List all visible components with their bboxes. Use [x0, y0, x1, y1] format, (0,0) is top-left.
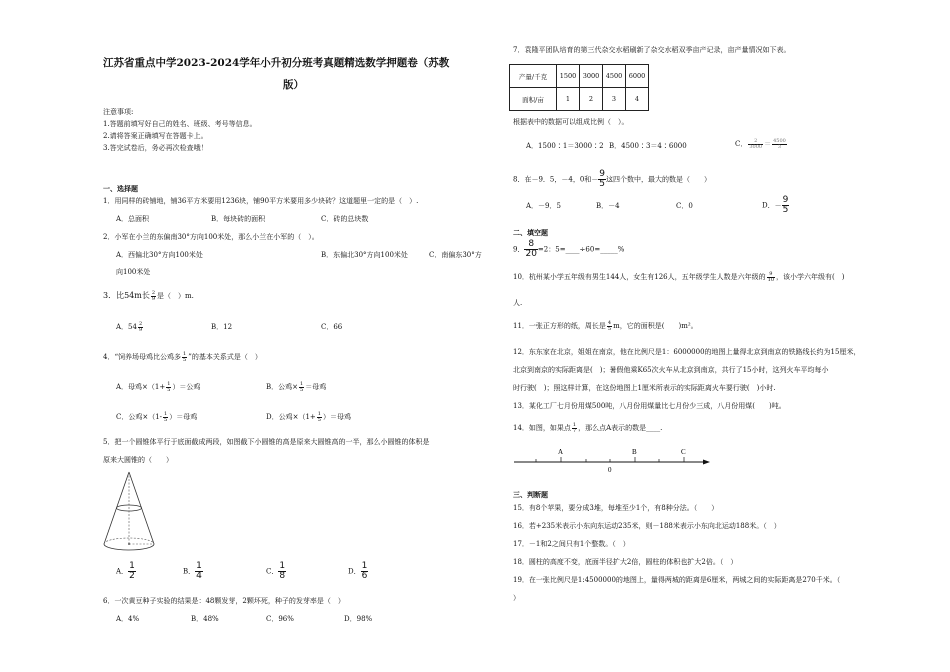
question-18: 18．圆柱的高度不变，底面半径扩大2倍，圆柱的体积也扩大2倍。（ ）	[513, 558, 738, 566]
point-label-b: B	[632, 448, 637, 456]
question-9: 9． $\frac{8}{20}$ =2：5=____÷60=_____%	[513, 239, 625, 259]
question-5-option-a: A． $\frac{1}{2}$	[116, 561, 135, 581]
question-2-option-c-cont: 向100米处	[116, 268, 151, 276]
question-5-option-c: C． $\frac{1}{8}$	[266, 561, 286, 581]
table-cell: 4500	[603, 65, 626, 88]
question-5-option-b: B． $\frac{1}{4}$	[183, 561, 202, 581]
question-2-option-b: B．东偏北30°方向100米处	[321, 251, 408, 259]
question-6-stem: 6．一次黄豆种子实验的结果是：48颗发芽，2颗坏死，种子的发芽率是（ ）	[103, 597, 345, 605]
question-8-option-b: B．－4	[596, 202, 620, 210]
question-4-option-d: D．公鸡×（1+ $\frac{1}{5}$ ）＝母鸡	[266, 410, 351, 423]
question-4-option-a: A．母鸡×（1+ $\frac{1}{5}$ ）＝公鸡	[116, 380, 201, 393]
question-6-option-b: B．48%	[191, 615, 219, 623]
table-cell: 3	[603, 88, 626, 111]
fraction: $\frac{2}{9}$	[151, 289, 156, 302]
question-6-option-c: C．96%	[266, 615, 294, 623]
question-7-option-b: B．4500∶3＝4∶6000	[609, 142, 687, 150]
question-10-line2: 人.	[513, 299, 523, 307]
question-12-line3: 时行驶( )；照这样计算，在这份地图上1厘米所表示的实际距离火车要行驶( )小时.	[513, 384, 776, 392]
question-15: 15．有8个苹果，要分成3堆，每堆至少1个，有8种分法。（ ）	[513, 504, 719, 512]
question-8-option-d: D．－ $\frac{9}{5}$	[762, 195, 789, 215]
question-2-option-c: C．南偏东30°方	[429, 251, 482, 259]
question-7-ask: 根据表中的数据可以组成比例（ ）。	[513, 118, 629, 126]
question-1-option-c: C．砖的总块数	[321, 215, 369, 223]
exam-title-line2: 版）	[283, 79, 304, 91]
table-cell: 2	[580, 88, 603, 111]
note-item: 1.答题前填写好自己的姓名、班级、考号等信息。	[103, 120, 257, 128]
question-19-line1: 19．在一张比例尺是1:4500000的地图上，量得两城的距离是6厘米，两城之间的实际距离是270千米。（	[513, 576, 841, 584]
question-3-stem: 3．比54m长 $\frac{2}{9}$ 是（ ）m.	[103, 289, 194, 302]
question-2-option-a: A．西偏北30°方向100米处	[116, 251, 203, 259]
table-cell: 面积/亩	[510, 88, 557, 111]
table-cell: 1	[557, 88, 580, 111]
question-8-stem: 8．在－9．5，－4，0和－ $\frac{9}{5}$ 这四个数中，最大的数是（ ）	[513, 169, 712, 189]
question-11: 11．一张正方形的纸，周长是 $\frac{4}{5}$ m，它的面积是( )m²。	[513, 319, 698, 332]
question-3-option-b: B．12	[211, 323, 233, 331]
exam-title-line1: 江苏省重点中学2023-2024学年小升初分班考真题精选数学押题卷（苏教	[103, 57, 450, 69]
cone-figure	[100, 470, 158, 556]
question-12-line1: 12．东东家在北京，姐姐在南京，他在比例尺是1：6000000的地图上量得北京到南京的铁路线长约为15厘米，	[513, 348, 861, 356]
question-13: 13．某化工厂七月份用煤500吨，八月份用煤量比七月份少三成，八月份用煤( )吨。	[513, 402, 786, 410]
question-6-option-d: D．98%	[344, 615, 373, 623]
table-cell: 产量/千克	[510, 65, 557, 88]
point-label-a: A	[558, 448, 564, 456]
question-4-stem: 4．“饲养场母鸡比公鸡多 $\frac{1}{5}$ ”的基本关系式是（ ）	[103, 350, 262, 363]
table-cell: 6000	[626, 65, 649, 88]
point-label-c: C	[681, 448, 686, 456]
section-heading-choice: 一、选择题	[103, 184, 138, 193]
table-row	[510, 65, 649, 88]
question-8-option-c: C．0	[676, 202, 693, 210]
question-4-option-b: B．公鸡× $\frac{1}{5}$ ＝母鸡	[266, 380, 327, 393]
table-row	[510, 88, 649, 111]
question-14-stem: 14．如图，如果点 $\frac{1}{7}$ ，那么点A表示的数是____.	[513, 421, 663, 434]
question-7-stem: 7．袁隆平团队培育的第三代杂交水稻刷新了杂交水稻双季亩产记录，亩产量情况如下表。	[513, 46, 791, 54]
question-5-line2: 原来大圆锥的（ ）	[103, 456, 173, 464]
question-1-stem: 1．用同样的砖铺地，铺36平方米要用1236块，铺90平方米要用多少块砖？这道题里一定的是（ ）.	[103, 197, 419, 205]
question-3-option-c: C．66	[321, 323, 343, 331]
table-cell: 4	[626, 88, 649, 111]
question-6-option-a: A．4%	[116, 615, 140, 623]
question-10-line1: 10．杭州某小学五年级有男生144人，女生有126人，五年级学生人数是六年级的 $\frac{9}{10}$ ，该小学六年级有( )	[513, 270, 845, 283]
note-item: 3.答完试卷后，务必再次检查哦！	[103, 144, 208, 152]
question-5-line1: 5．把一个圆锥体平行于底面截成两段，如图截下小圆锥的高是原来大圆锥高的一半，那么小圆锥的体积是	[103, 438, 430, 446]
question-2-stem: 2．小军在小兰的东偏南30°方向100米处，那么小兰在小军的（ ）。	[103, 233, 319, 241]
question-7-table	[509, 64, 649, 111]
section-heading-judge: 三、判断题	[513, 490, 548, 499]
question-17: 17．－1和2之间只有1个整数。（ ）	[513, 540, 630, 548]
note-item: 2.请将答案正确填写在答题卡上。	[103, 132, 208, 140]
question-8-option-a: A．－9．5	[526, 202, 561, 210]
origin-label: 0	[608, 466, 612, 474]
number-line-figure	[512, 444, 712, 474]
question-3-option-a: A．54 $\frac{2}{9}$	[116, 320, 143, 333]
question-1-option-b: B．每块砖的面积	[211, 215, 266, 223]
question-7-option-a: A．1500∶1＝3000∶2	[526, 142, 604, 150]
question-19-line2: ）	[513, 594, 520, 602]
question-1-option-a: A．总面积	[116, 215, 150, 223]
question-7-option-c: C． $\frac{2}{3000}$ ＝ $\frac{4500}{3}$	[735, 137, 786, 150]
notes-heading: 注意事项:	[103, 108, 134, 116]
table-cell: 1500	[557, 65, 580, 88]
question-16: 16．若+235米表示小东向东运动235米，则－188米表示小东向北运动188米。（ ）	[513, 522, 781, 530]
section-heading-fill: 二、填空题	[513, 228, 548, 237]
question-12-line2: 北京到南京的实际距离是( )；暑假他乘K65次火车从北京到南京，共行了15小时，这列火车平均每小	[513, 366, 829, 374]
question-4-option-c: C．公鸡×（1- $\frac{1}{5}$ ）＝母鸡	[116, 410, 198, 423]
question-5-option-d: D． $\frac{1}{6}$	[348, 561, 368, 581]
table-cell: 3000	[580, 65, 603, 88]
